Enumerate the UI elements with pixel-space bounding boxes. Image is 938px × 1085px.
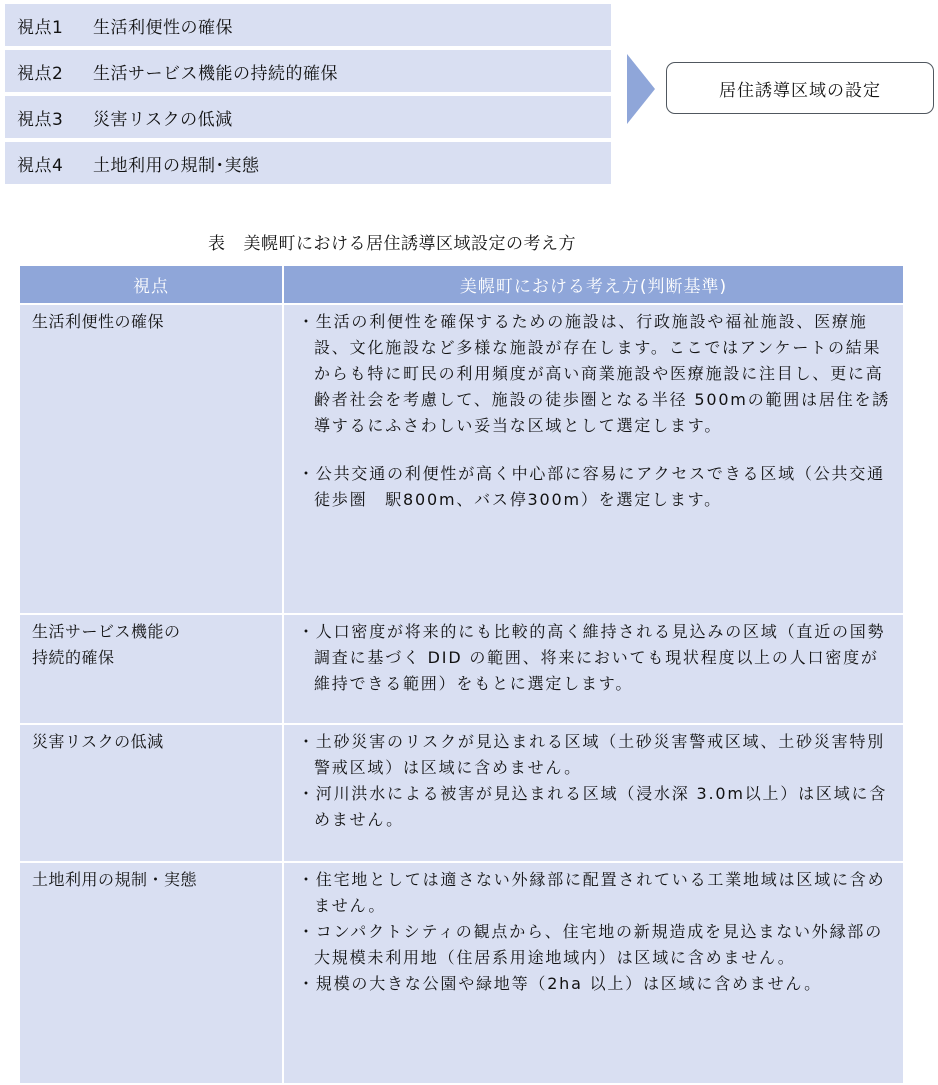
viewpoint-text: 生活サービス機能の: [32, 622, 181, 641]
viewpoint-cell: [19, 862, 283, 1084]
criteria-item: ・生活の利便性を確保するための施設は、行政施設や福祉施設、医療施設、文化施設など多様な施設が存在します。ここではアンケートの結果からも特に町民の利用頻度が高い商業施設や医療施設に注目し、更に高齢者社会を考慮して、施設の徒歩圏となる半径 500mの範囲は居住を誘導するにふさわしい妥当な区域として選定します。: [298, 312, 891, 435]
viewpoint-list: [5, 4, 611, 188]
viewpoint-cell: [19, 304, 283, 614]
table-row: [19, 304, 904, 614]
viewpoint-text: 生活利便性の確保: [32, 312, 165, 331]
viewpoint-label: 土地利用の規制･実態: [93, 155, 260, 176]
criteria-cell: [283, 304, 904, 614]
viewpoint-text: 土地利用の規制・実態: [32, 870, 198, 889]
table-caption: [208, 229, 576, 254]
criteria-item: ・土砂災害のリスクが見込まれる区域（土砂災害警戒区域、土砂災害特別警戒区域）は区域に含めません。: [298, 732, 886, 777]
criteria-cell: [283, 724, 904, 862]
viewpoint-label: 災害リスクの低減: [93, 109, 233, 130]
viewpoint-text: 災害リスクの低減: [32, 732, 164, 751]
right-arrow-icon: [627, 54, 655, 124]
viewpoint-text: 持続的確保: [32, 648, 115, 667]
criteria-item: ・人口密度が将来的にも比較的高く維持される見込みの区域（直近の国勢調査に基づく DID の範囲、将来においても現状程度以上の人口密度が維持できる範囲）をもとに選定します。: [298, 622, 886, 693]
criteria-item: ・規模の大きな公園や緑地等（2ha 以上）は区域に含めません。: [298, 974, 822, 993]
viewpoint-box-3: [5, 96, 611, 138]
table-row: [19, 862, 904, 1084]
criteria-item: ・河川洪水による被害が見込まれる区域（浸水深 3.0m以上）は区域に含めません。: [298, 784, 888, 829]
viewpoint-cell: [19, 724, 283, 862]
viewpoint-box-4: [5, 142, 611, 184]
viewpoint-number: 視点2: [17, 63, 64, 84]
header-criteria: 美幌町における考え方(判断基準): [283, 265, 904, 304]
table-header-row: [19, 265, 904, 304]
viewpoint-cell: [19, 614, 283, 724]
criteria-cell: [283, 614, 904, 724]
viewpoint-number: 視点4: [17, 155, 64, 176]
viewpoint-number: 視点3: [17, 109, 64, 130]
viewpoint-label: 生活サービス機能の持続的確保: [93, 63, 338, 84]
viewpoint-box-1: [5, 4, 611, 46]
criteria-cell: [283, 862, 904, 1084]
viewpoint-number: 視点1: [17, 17, 64, 38]
criteria-table: [18, 264, 905, 1085]
caption-prefix: 表: [208, 234, 226, 254]
criteria-item: ・公共交通の利便性が高く中心部に容易にアクセスできる区域（公共交通徒歩圏 駅800m、バス停300m）を選定します。: [298, 464, 885, 509]
table-row: [19, 614, 904, 724]
caption-title: 美幌町における居住誘導区域設定の考え方: [243, 234, 576, 254]
criteria-item: ・住宅地としては適さない外縁部に配置されている工業地域は区域に含めません。: [298, 870, 886, 915]
header-viewpoint: 視点: [19, 265, 283, 304]
criteria-item: ・コンパクトシティの観点から、住宅地の新規造成を見込まない外縁部の大規模未利用地（住居系用途地域内）は区域に含めません。: [298, 922, 884, 967]
viewpoint-label: 生活利便性の確保: [93, 17, 233, 38]
viewpoint-box-2: [5, 50, 611, 92]
result-box: 居住誘導区域の設定: [666, 62, 934, 114]
table-row: [19, 724, 904, 862]
